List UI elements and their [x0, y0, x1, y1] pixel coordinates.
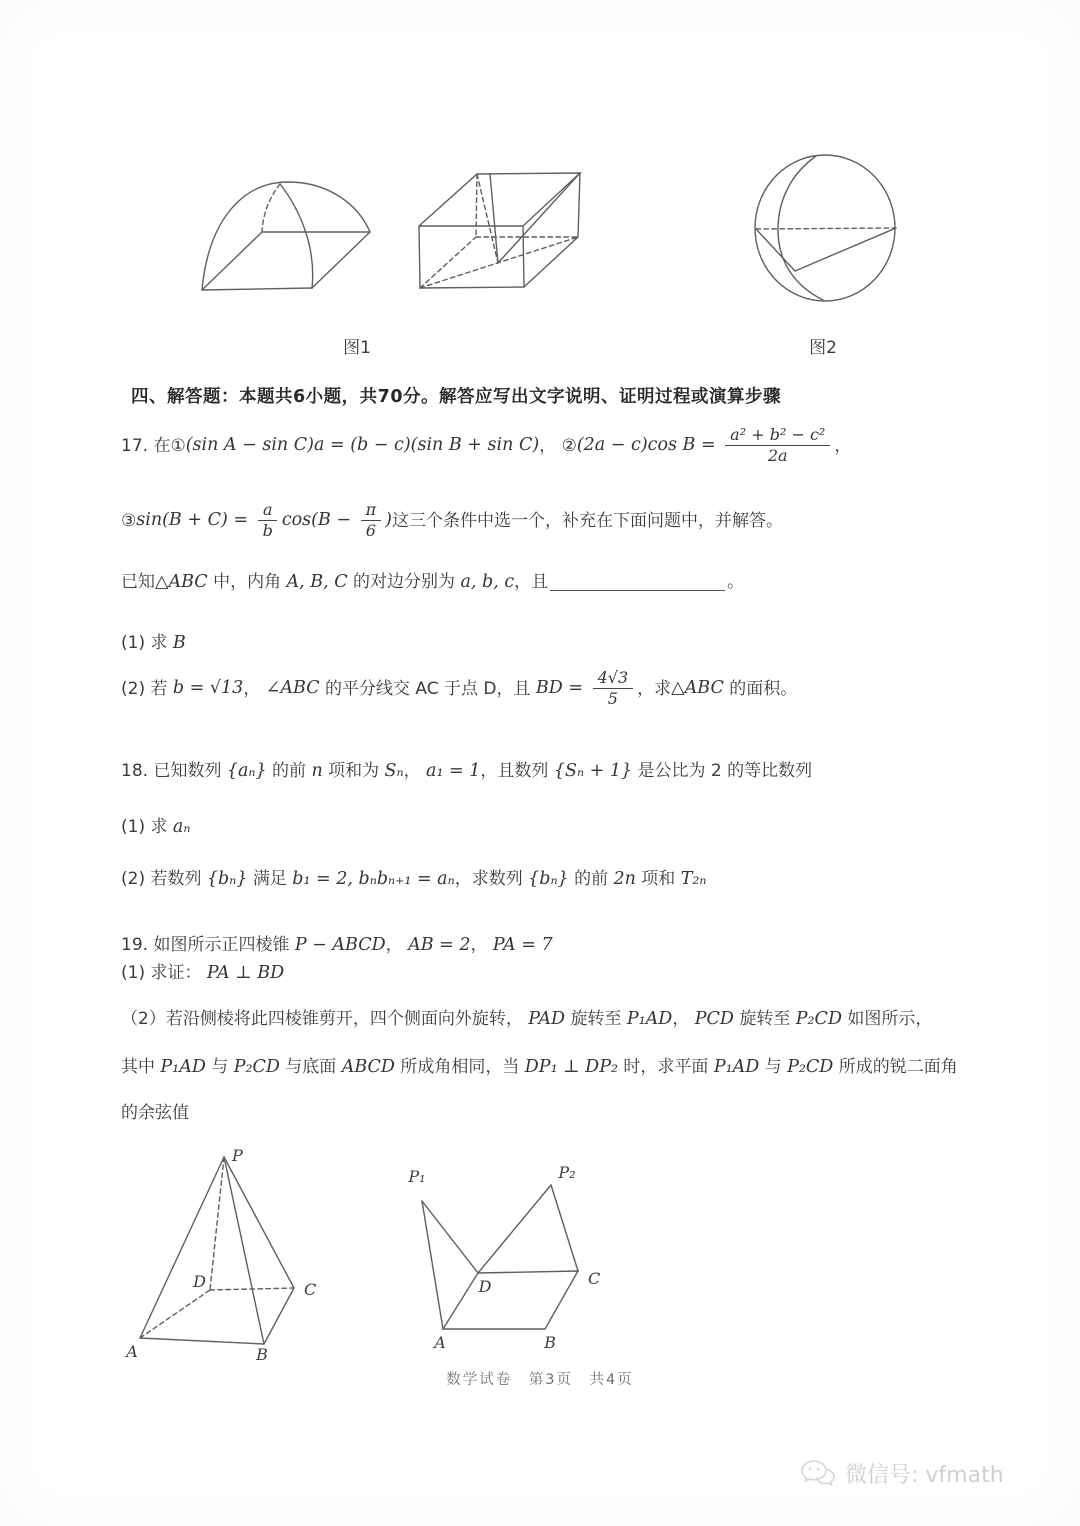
- fraction-denominator: 5: [607, 689, 618, 709]
- text-run: (1) 求: [121, 633, 173, 654]
- math-run: a, b, c: [460, 572, 515, 592]
- text-run: 所成角相同，当: [394, 1057, 525, 1078]
- page-footer: 数学试卷 第3页 共4页: [446, 1372, 634, 1388]
- text-run: 所成的锐二面角: [833, 1057, 958, 1078]
- math-run: P − ABCD: [294, 935, 386, 955]
- problem-17-line-3: [121, 571, 744, 595]
- math-run: a₁ = 1: [426, 761, 481, 781]
- math-run: b = √13: [172, 678, 244, 699]
- math-run: ∠ABC: [265, 678, 320, 699]
- text-run: ，求: [637, 678, 672, 699]
- math-run: aₙ: [172, 817, 191, 837]
- math-run: b₁ = 2, bₙbₙ₊₁ = aₙ: [292, 869, 455, 889]
- text-run: ，: [403, 761, 427, 782]
- math-run: (sin A − sin C)a = (b − c)(sin B + sin C): [185, 435, 540, 456]
- figure1-dome: [170, 162, 390, 302]
- math-run: DP₁ ⊥ DP₂: [524, 1057, 619, 1077]
- fraction-denominator: 2a: [767, 446, 788, 466]
- text-run: ，且数列: [480, 761, 554, 782]
- text-run: 与底面: [279, 1057, 342, 1078]
- problem-18-part-2: [121, 868, 707, 892]
- math-run: PCD: [694, 1009, 734, 1029]
- text-run: ，: [385, 935, 409, 956]
- text-run: ，: [834, 435, 852, 456]
- answer-blank: [550, 572, 725, 591]
- math-run: T₂ₙ: [680, 869, 707, 889]
- math-run: AB = 2: [408, 935, 471, 955]
- text-run: (1) 求: [121, 817, 173, 838]
- math-run: (2a − c)cos B =: [576, 435, 722, 456]
- fraction: [258, 500, 278, 542]
- text-run: ，: [243, 678, 266, 699]
- text-run: ， ②: [539, 435, 577, 456]
- text-run: 如图所示，: [841, 1009, 933, 1030]
- math-run: P₁AD: [160, 1057, 206, 1077]
- math-run: BD =: [535, 678, 589, 699]
- vertex-label-P2: P₂: [558, 1163, 576, 1182]
- text-run: ，: [672, 1009, 695, 1030]
- math-run: △ABC: [671, 678, 724, 699]
- problem-19-line-4: [121, 1056, 958, 1080]
- problem-17-part-2: [121, 668, 797, 710]
- vertex-label-A: A: [126, 1342, 138, 1361]
- vertex-label-C: C: [304, 1280, 317, 1299]
- problem-18-line-1: [121, 760, 812, 784]
- problem-19-line-5: [121, 1102, 189, 1125]
- text-run: 的前: [568, 869, 614, 890]
- watermark: [800, 1458, 1004, 1489]
- text-run: 其中: [121, 1057, 161, 1078]
- fraction-numerator: a² + b² − c²: [725, 425, 830, 446]
- fraction: [361, 500, 382, 542]
- text-run: (1) 求证：: [121, 963, 207, 984]
- text-run: (2) 若: [121, 678, 173, 699]
- figure2-caption: 图2: [809, 338, 837, 358]
- math-run: 2n: [613, 869, 636, 889]
- text-run: ，且: [514, 572, 549, 593]
- math-run: P₁AD: [626, 1009, 673, 1029]
- math-run: B: [172, 633, 186, 653]
- figure1-box: [410, 155, 600, 305]
- text-run: 项和: [635, 869, 681, 890]
- vertex-label-B: B: [256, 1345, 268, 1364]
- math-run: {Sₙ + 1}: [553, 761, 633, 781]
- section-heading: 四、解答题：本题共6小题，共70分。解答应写出文字说明、证明过程或演算步骤: [131, 387, 782, 407]
- text-run: 。: [727, 572, 745, 593]
- math-run: {aₙ}: [226, 761, 267, 781]
- fraction-numerator: a: [258, 500, 278, 521]
- text-run: 这三个条件中选一个，补充在下面问题中，并解答。: [391, 510, 783, 531]
- text-run: 的面积。: [723, 678, 798, 699]
- figure19-unfolded: [395, 1158, 640, 1353]
- math-run: Sₙ: [384, 761, 404, 781]
- text-run: 的对边分别为: [347, 572, 461, 593]
- vertex-label-B: B: [544, 1333, 556, 1352]
- figure19-pyramid: [118, 1145, 348, 1364]
- fraction-denominator: 6: [365, 521, 376, 541]
- vertex-label-P: P: [232, 1146, 243, 1165]
- text-run: （2）若沿侧棱将此四棱锥剪开，四个侧面向外旋转，: [121, 1009, 529, 1030]
- wechat-icon: [800, 1459, 836, 1489]
- fraction: [725, 425, 830, 467]
- text-run: (2) 若数列: [121, 869, 207, 890]
- vertex-label-D: D: [478, 1277, 492, 1296]
- math-run: n: [311, 761, 323, 781]
- vertex-label-C: C: [588, 1269, 601, 1288]
- figure1-caption: 图1: [343, 338, 371, 358]
- text-run: 旋转至: [733, 1009, 796, 1030]
- text-run: 旋转至: [565, 1009, 627, 1030]
- text-run: 中，内角: [207, 572, 287, 593]
- text-run: 与: [759, 1057, 788, 1078]
- text-run: 17. 在①: [121, 435, 186, 456]
- math-run: PA ⊥ BD: [206, 963, 285, 983]
- math-run: {bₙ}: [206, 869, 248, 889]
- fraction-numerator: π: [361, 500, 382, 521]
- problem-19-part-2: [121, 1008, 932, 1032]
- math-run: P₁AD: [713, 1057, 760, 1077]
- text-run: ③: [121, 510, 137, 531]
- math-run: ): [385, 510, 392, 531]
- math-run: {bₙ}: [528, 869, 569, 889]
- math-run: P₂CD: [795, 1009, 842, 1029]
- math-run: △ABC: [155, 572, 208, 592]
- math-run: PAD: [528, 1009, 566, 1029]
- problem-17-part-1: [121, 632, 186, 656]
- math-run: ABCD: [341, 1057, 395, 1077]
- problem-17-line-2: [121, 500, 783, 542]
- watermark-text: 微信号: vfmath: [845, 1463, 1004, 1488]
- math-run: P₂CD: [233, 1057, 280, 1077]
- vertex-label-D: D: [193, 1272, 206, 1291]
- text-run: 项和为: [322, 761, 385, 782]
- math-run: A, B, C: [286, 572, 348, 592]
- fraction-numerator: 4√3: [593, 668, 634, 689]
- figure2-sphere: [745, 148, 905, 308]
- text-run: 与: [205, 1057, 234, 1078]
- fraction: [593, 668, 634, 710]
- problem-19-part-1: [121, 962, 284, 986]
- text-run: 19. 如图所示正四棱锥: [121, 935, 295, 956]
- text-run: 的平分线交 AC 于点 D，且: [319, 678, 536, 699]
- text-run: 是公比为 2 的等比数列: [632, 761, 813, 782]
- text-run: 满足: [247, 869, 293, 890]
- math-run: sin(B + C) =: [136, 510, 254, 531]
- problem-19-line-1: [121, 934, 553, 958]
- math-run: P₂CD: [787, 1057, 834, 1077]
- math-run: cos(B −: [281, 510, 357, 531]
- text-run: 的余弦值: [121, 1103, 189, 1123]
- fraction-denominator: b: [262, 521, 273, 541]
- text-run: 的前: [266, 761, 312, 782]
- text-run: ，: [470, 935, 493, 956]
- problem-18-part-1: [121, 816, 190, 840]
- problem-17-line-1: [121, 425, 851, 467]
- vertex-label-A: A: [434, 1333, 446, 1352]
- text-run: 时，求平面: [618, 1057, 714, 1078]
- text-run: ，求数列: [454, 869, 529, 890]
- text-run: 已知: [121, 572, 155, 593]
- math-run: PA = 7: [492, 935, 553, 955]
- vertex-label-P1: P₁: [408, 1167, 426, 1186]
- text-run: 18. 已知数列: [121, 761, 227, 782]
